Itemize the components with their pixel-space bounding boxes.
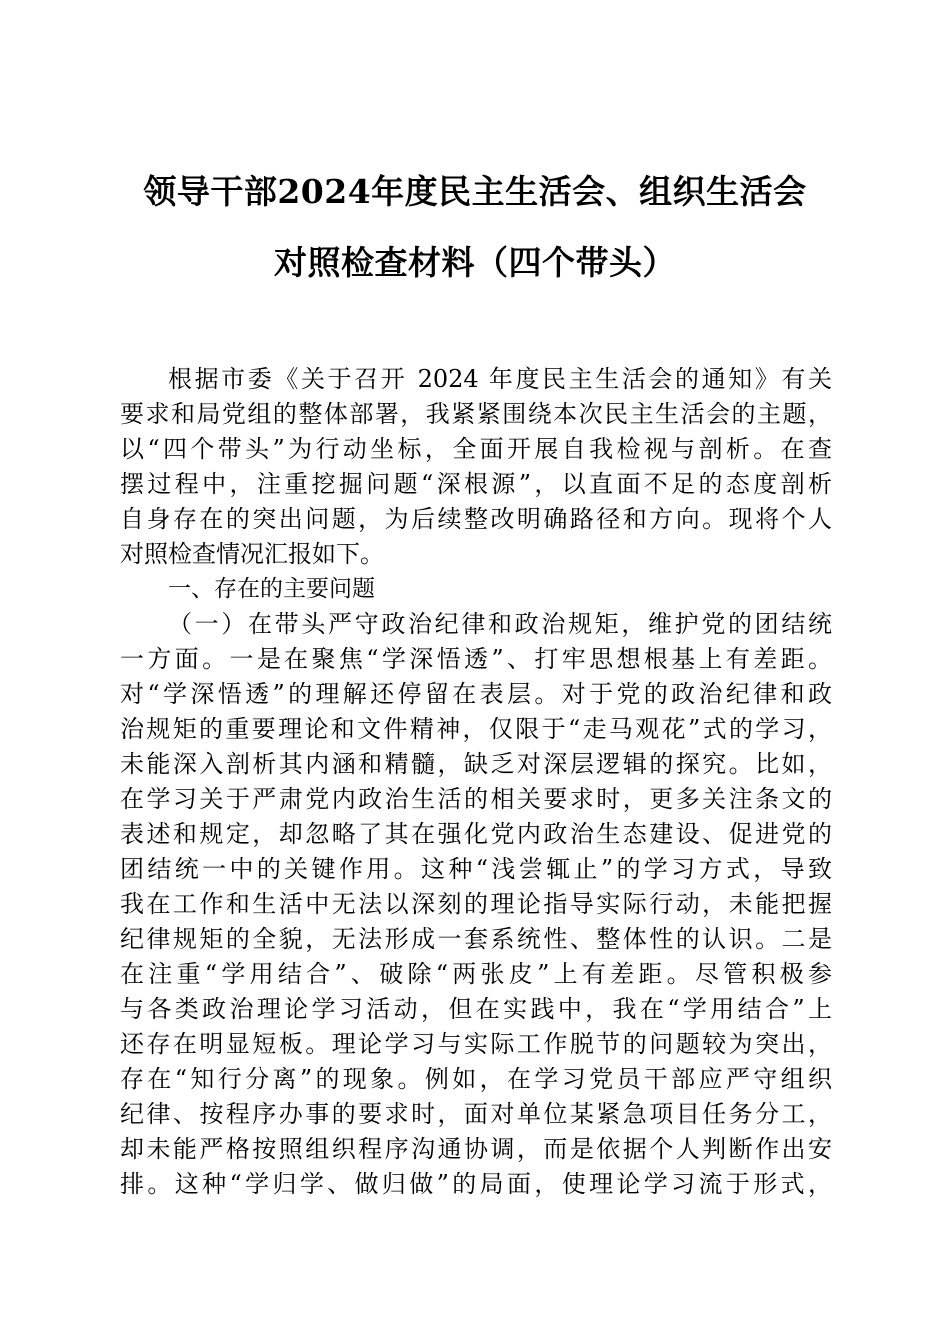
body-line: 在学习关于严肃党内政治生活的相关要求时，更多关注条文的 (120, 785, 832, 813)
body-line: 在注重“学用结合”、破除“两张皮”上有差距。尽管积极参 (120, 960, 832, 988)
document-title-line-1: 领导干部2024年度民主生活会、组织生活会 (143, 172, 807, 211)
document-title-line-2: 对照检查材料（四个带头） (274, 243, 676, 282)
body-line: 治规矩的重要理论和文件精神，仅限于“走马观花”式的学习， (120, 715, 832, 743)
body-line: 纪律、按程序办事的要求时，面对单位某紧急项目任务分工， (120, 1100, 832, 1128)
intro-line: 根据市委《关于召开 2024 年度民主生活会的通知》有关 (168, 365, 832, 393)
body-line: 我在工作和生活中无法以深刻的理论指导实际行动，未能把握 (120, 890, 832, 918)
body-line: 一方面。一是在聚焦“学深悟透”、打牢思想根基上有差距。 (120, 645, 832, 673)
body-line: 排。这种“学归学、做归做”的局面，使理论学习流于形式， (120, 1170, 832, 1198)
body-line: 还存在明显短板。理论学习与实际工作脱节的问题较为突出， (120, 1030, 832, 1058)
body-line: 存在“知行分离”的现象。例如，在学习党员干部应严守组织 (120, 1065, 832, 1093)
intro-line: 以“四个带头”为行动坐标，全面开展自我检视与剖析。在查 (120, 435, 832, 463)
body-line: 纪律规矩的全貌，无法形成一套系统性、整体性的认识。二是 (120, 925, 832, 953)
intro-line: 摆过程中，注重挖掘问题“深根源”，以直面不足的态度剖析 (120, 470, 832, 498)
body-line: 与各类政治理论学习活动，但在实践中，我在“学用结合”上 (120, 995, 832, 1023)
body-line: 未能深入剖析其内涵和精髓，缺乏对深层逻辑的探究。比如， (120, 750, 832, 778)
body-line: 却未能严格按照组织程序沟通协调，而是依据个人判断作出安 (120, 1135, 832, 1163)
intro-line: 对照检查情况汇报如下。 (120, 540, 384, 568)
intro-line: 自身存在的突出问题，为后续整改明确路径和方向。现将个人 (120, 505, 832, 533)
intro-line: 要求和局党组的整体部署，我紧紧围绕本次民主生活会的主题， (120, 400, 832, 428)
body-line: 对“学深悟透”的理解还停留在表层。对于党的政治纪律和政 (120, 680, 832, 708)
body-line: 表述和规定，却忽略了其在强化党内政治生态建设、促进党的 (120, 820, 832, 848)
body-line: （一）在带头严守政治纪律和政治规矩，维护党的团结统 (168, 610, 832, 638)
section-heading: 一、存在的主要问题 (168, 576, 375, 602)
body-line: 团结统一中的关键作用。这种“浅尝辄止”的学习方式，导致 (120, 855, 832, 883)
